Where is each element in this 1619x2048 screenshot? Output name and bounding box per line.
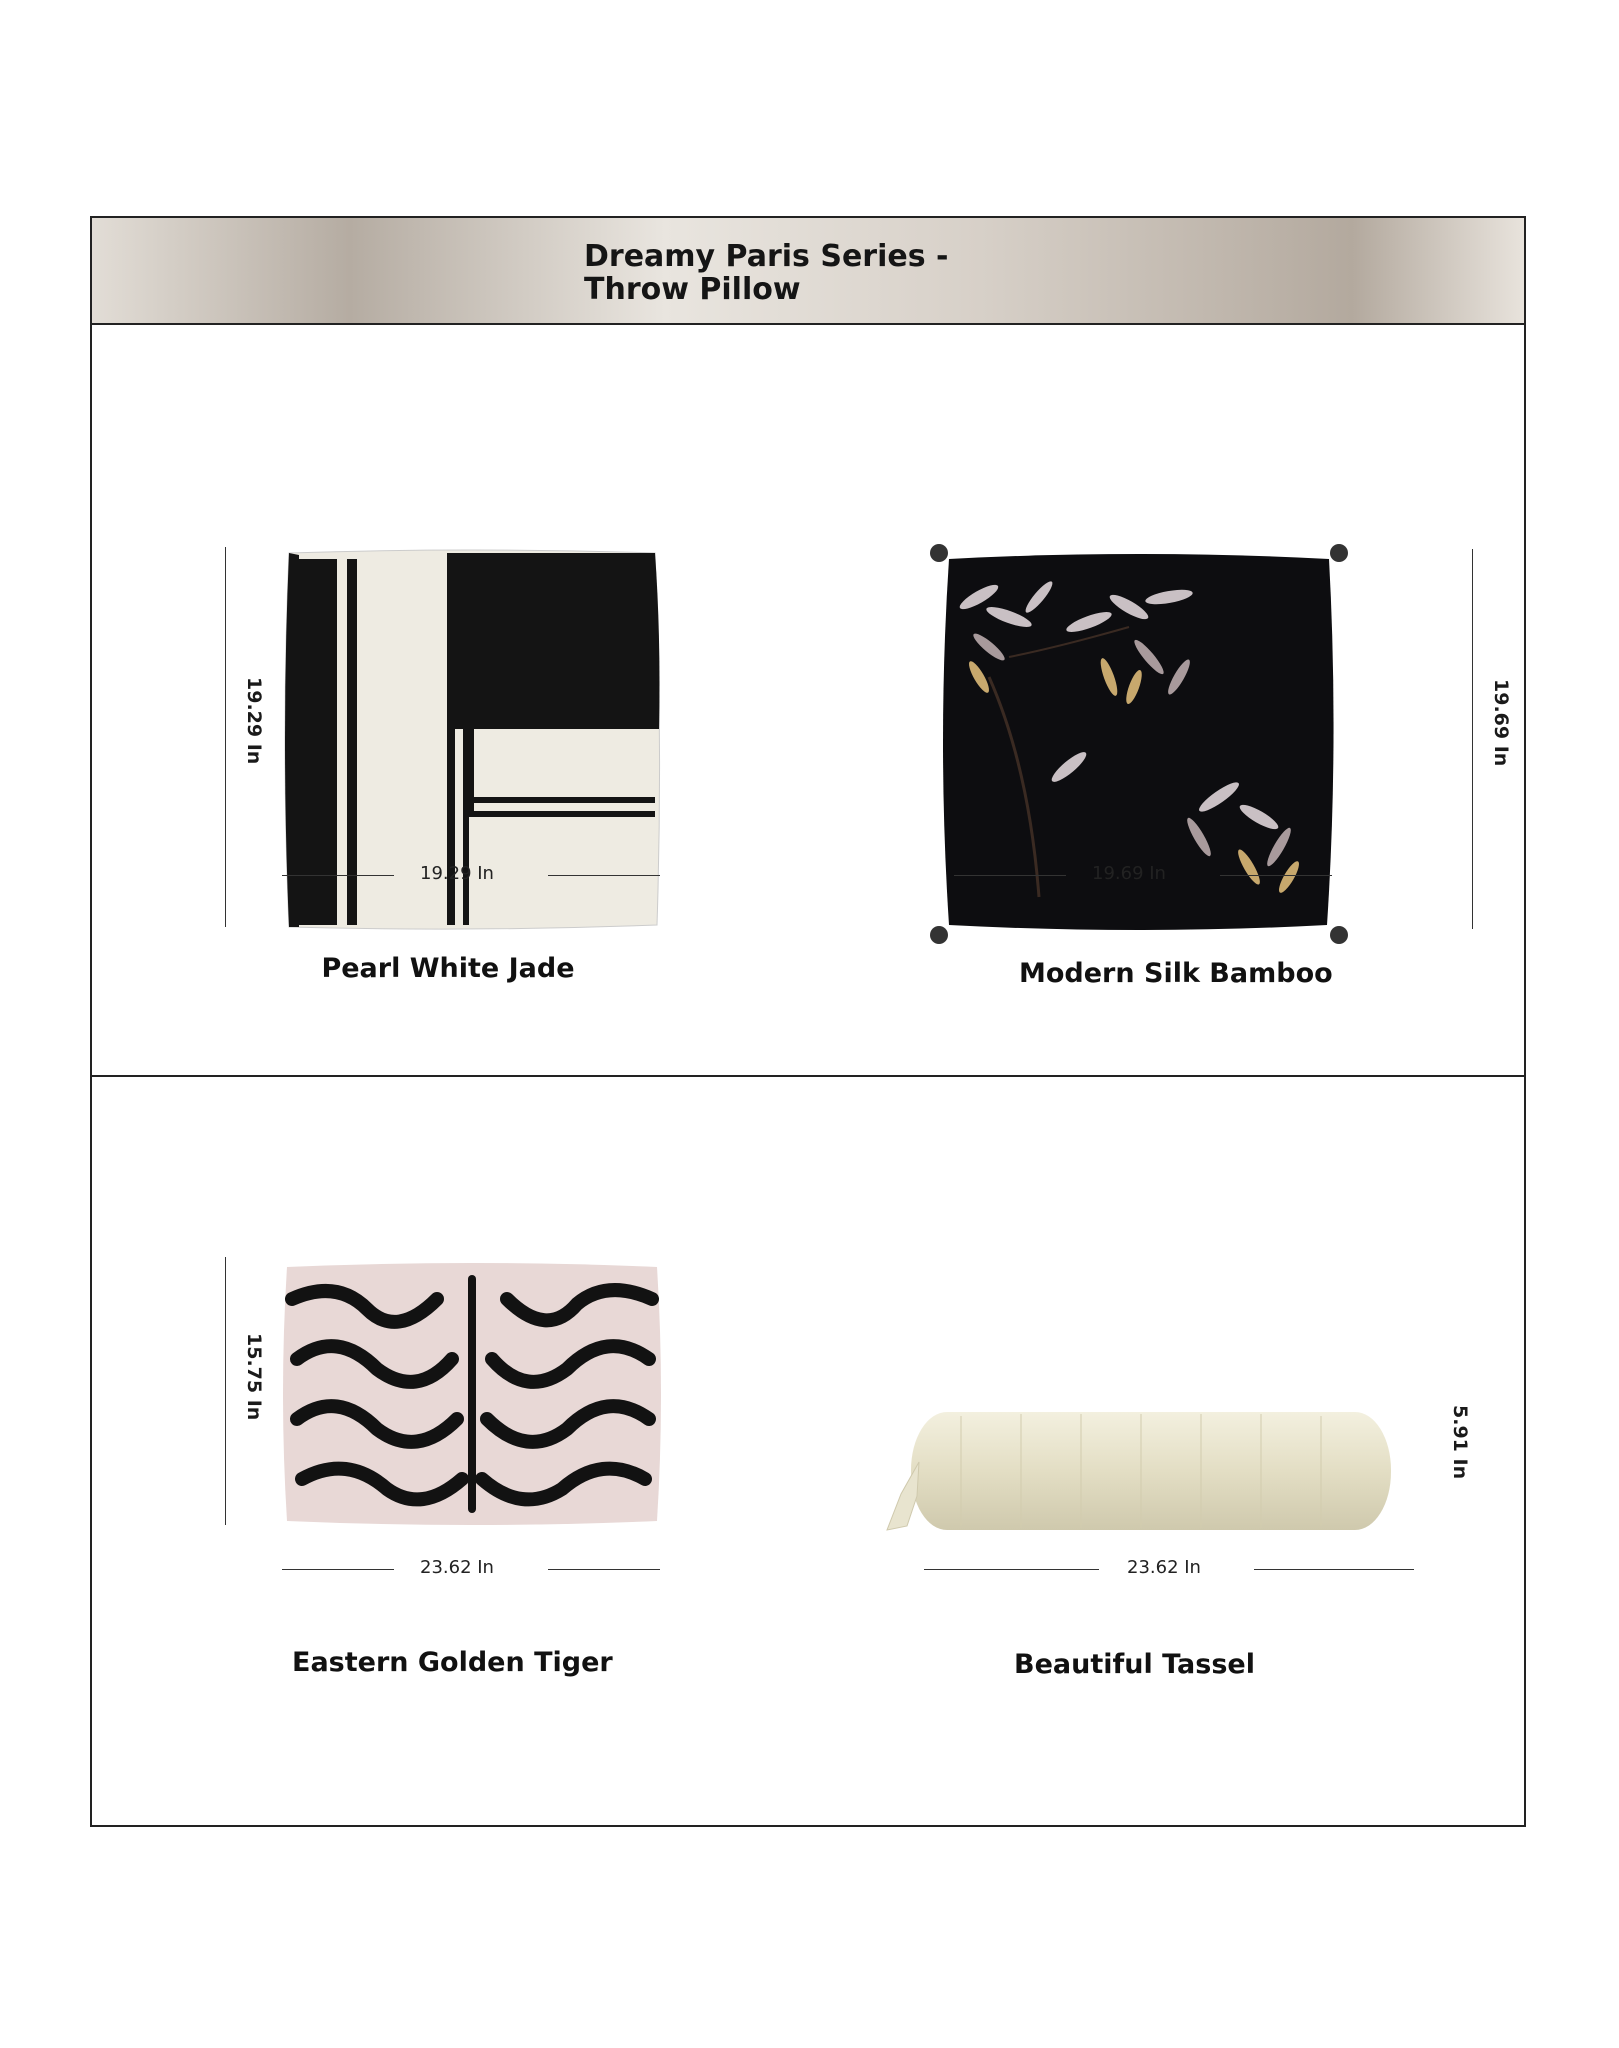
series-header: [92, 218, 1524, 325]
height-dimension: [1472, 549, 1512, 929]
height-label: 15.75 In: [243, 1333, 265, 1421]
page-title: Dreamy Paris Series - Throw Pillow: [584, 239, 949, 307]
width-label: 23.62 In: [1127, 1557, 1201, 1578]
product-sheet: [90, 216, 1526, 1827]
height-dimension: [225, 547, 265, 927]
height-dimension: [1431, 1397, 1471, 1527]
height-label: 19.69 In: [1490, 679, 1512, 767]
beautiful-tassel-bolster-icon: [881, 1402, 1401, 1542]
product-card-beautiful-tassel[interactable]: [809, 1077, 1526, 1827]
height-dimension: [225, 1257, 265, 1525]
product-name: Pearl White Jade: [321, 953, 575, 984]
width-label: 23.62 In: [420, 1557, 494, 1578]
width-label: 19.29 In: [420, 863, 494, 884]
width-dimension: [924, 1557, 1414, 1581]
width-dimension: [282, 863, 667, 887]
product-name: Eastern Golden Tiger: [292, 1647, 613, 1678]
product-card-eastern-golden-tiger[interactable]: [92, 1077, 809, 1827]
width-label: 19.69 In: [1092, 863, 1166, 884]
eastern-golden-tiger-pillow-icon: [277, 1259, 667, 1529]
product-card-modern-silk-bamboo[interactable]: [809, 325, 1526, 1075]
product-name: Beautiful Tassel: [1014, 1649, 1255, 1680]
height-label: 19.29 In: [243, 677, 265, 765]
product-card-pearl-white-jade[interactable]: [92, 325, 809, 1075]
product-name: Modern Silk Bamboo: [1019, 958, 1333, 989]
height-label: 5.91 In: [1449, 1405, 1471, 1480]
width-dimension: [282, 1557, 667, 1581]
width-dimension: [954, 863, 1339, 887]
